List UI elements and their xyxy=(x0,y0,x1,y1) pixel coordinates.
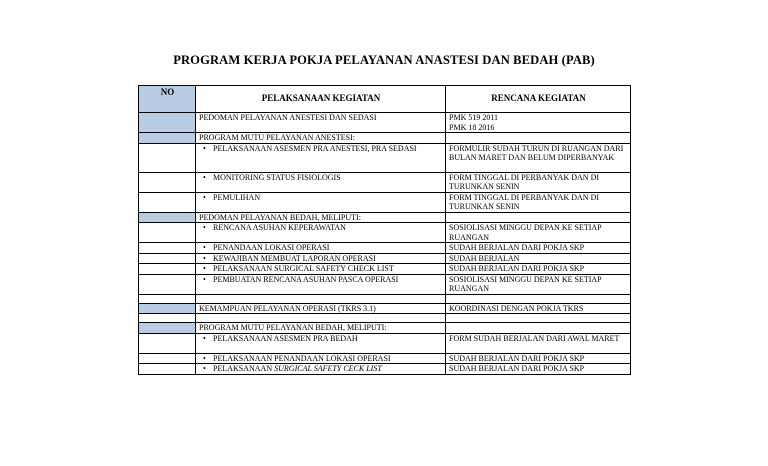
no-cell xyxy=(139,323,196,334)
rencana-cell xyxy=(446,323,631,334)
no-cell xyxy=(139,294,196,303)
no-cell xyxy=(139,333,196,353)
rencana-cell xyxy=(446,294,631,303)
rencana-line: PMK 519 2011 xyxy=(449,113,499,122)
table-row xyxy=(139,212,631,223)
rencana-cell: SOSIOLISASI MINGGU DEPAN KE SETIAP RUANGAN xyxy=(446,223,631,243)
table-row xyxy=(139,274,631,294)
no-cell xyxy=(139,192,196,212)
no-cell xyxy=(139,253,196,264)
header-rencana: RENCANA KEGIATAN xyxy=(446,86,631,113)
bullet-item: • PEMULIHAN xyxy=(199,193,443,203)
bullet-item: • KEWAJIBAN MEMBUAT LAPORAN OPERASI xyxy=(199,254,443,264)
no-cell xyxy=(139,274,196,294)
kegiatan-cell xyxy=(196,253,446,264)
bullet-item: • PEMBUATAN RENCANA ASUHAN PASCA OPERASI xyxy=(199,275,443,285)
rencana-cell: KOORDINASI DENGAN POKJA TKRS xyxy=(446,303,631,314)
table-row xyxy=(139,243,631,254)
kegiatan-cell: KEMAMPUAN PELAYANAN OPERASI (TKRS 3.1) xyxy=(196,303,446,314)
rencana-cell xyxy=(446,113,631,133)
header-kegiatan: PELAKSANAAN KEGIATAN xyxy=(196,86,446,113)
no-cell xyxy=(139,364,196,375)
table-header-row xyxy=(139,86,631,113)
kegiatan-cell xyxy=(196,172,446,192)
table-row xyxy=(139,133,631,144)
rencana-cell: SUDAH BERJALAN DARI POKJA SKP xyxy=(446,353,631,364)
table-row xyxy=(139,192,631,212)
rencana-cell: FORMULIR SUDAH TURUN DI RUANGAN DARI BULAN MARET DAN BELUM DIPERBANYAK xyxy=(446,143,631,172)
rencana-cell: FORM TINGGAL DI PERBANYAK DAN DI TURUNKAN SENIN xyxy=(446,192,631,212)
rencana-cell: SUDAH BERJALAN xyxy=(446,253,631,264)
rencana-cell: SOSIOLISASI MINGGU DEPAN KE SETIAP RUANGAN xyxy=(446,274,631,294)
kegiatan-cell xyxy=(196,192,446,212)
table-row xyxy=(139,333,631,353)
table-row xyxy=(139,323,631,334)
kegiatan-cell xyxy=(196,333,446,353)
table-row xyxy=(139,113,631,133)
kegiatan-cell xyxy=(196,314,446,323)
kegiatan-cell: PEDOMAN PELAYANAN ANESTESI DAN SEDASI xyxy=(196,113,446,133)
no-cell xyxy=(139,303,196,314)
header-no: NO xyxy=(139,86,196,113)
no-cell xyxy=(139,223,196,243)
table-row xyxy=(139,303,631,314)
no-cell xyxy=(139,143,196,172)
rencana-cell xyxy=(446,314,631,323)
rencana-line: PMK 18 2016 xyxy=(449,122,495,132)
document-title: PROGRAM KERJA POKJA PELAYANAN ANASTESI DAN BEDAH (PAB) xyxy=(173,53,595,67)
no-cell xyxy=(139,133,196,144)
kegiatan-cell: PEDOMAN PELAYANAN BEDAH, MELIPUTI: xyxy=(196,212,446,223)
table-row-empty xyxy=(139,314,631,323)
rencana-cell: SUDAH BERJALAN DARI POKJA SKP xyxy=(446,364,631,375)
rencana-cell: SUDAH BERJALAN DARI POKJA SKP xyxy=(446,264,631,275)
bullet-item: • MONITORING STATUS FISIOLOGIS xyxy=(199,173,443,183)
table-row xyxy=(139,264,631,275)
kegiatan-cell: PROGRAM MUTU PELAYANAN BEDAH, MELIPUTI: xyxy=(196,323,446,334)
no-cell xyxy=(139,172,196,192)
rencana-cell xyxy=(446,133,631,144)
table-row xyxy=(139,364,631,375)
table-row xyxy=(139,223,631,243)
kegiatan-cell xyxy=(196,243,446,254)
kegiatan-cell xyxy=(196,294,446,303)
no-cell xyxy=(139,314,196,323)
table-row-empty xyxy=(139,294,631,303)
bullet-item: • PENANDAAN LOKASI OPERASI xyxy=(199,243,443,253)
kegiatan-prefix: PELAKSANAAN xyxy=(213,364,275,373)
table-row xyxy=(139,172,631,192)
rencana-cell: FORM SUDAH BERJALAN DARI AWAL MARET xyxy=(446,333,631,353)
rencana-cell xyxy=(446,212,631,223)
no-cell xyxy=(139,212,196,223)
program-table xyxy=(138,85,631,375)
bullet-item: • PELAKSANAAN ASESMEN PRA BEDAH xyxy=(199,334,443,344)
bullet-item: • PELAKSANAAN SURGICAL SAFETY CHECK LIST xyxy=(199,264,443,274)
table-row xyxy=(139,143,631,172)
rencana-cell: SUDAH BERJALAN DARI POKJA SKP xyxy=(446,243,631,254)
kegiatan-cell xyxy=(196,143,446,172)
no-cell xyxy=(139,353,196,364)
bullet-item: • PELAKSANAAN PENANDAAN LOKASI OPERASI xyxy=(199,354,443,364)
kegiatan-cell: PROGRAM MUTU PELAYANAN ANESTESI: xyxy=(196,133,446,144)
no-cell xyxy=(139,264,196,275)
bullet-item: • PELAKSANAAN ASESMEN PRA ANESTESI, PRA SEDASI xyxy=(199,144,443,154)
kegiatan-cell xyxy=(196,264,446,275)
bullet-item xyxy=(199,364,443,374)
kegiatan-cell xyxy=(196,274,446,294)
table-row xyxy=(139,353,631,364)
table-row xyxy=(139,253,631,264)
kegiatan-cell xyxy=(196,364,446,375)
bullet-item: • RENCANA ASUHAN KEPERAWATAN xyxy=(199,223,443,233)
no-cell xyxy=(139,243,196,254)
kegiatan-cell xyxy=(196,223,446,243)
kegiatan-cell xyxy=(196,353,446,364)
kegiatan-italic: SURGICAL SAFETY CECK LIST xyxy=(274,364,382,373)
rencana-cell: FORM TINGGAL DI PERBANYAK DAN DI TURUNKAN SENIN xyxy=(446,172,631,192)
no-cell xyxy=(139,113,196,133)
